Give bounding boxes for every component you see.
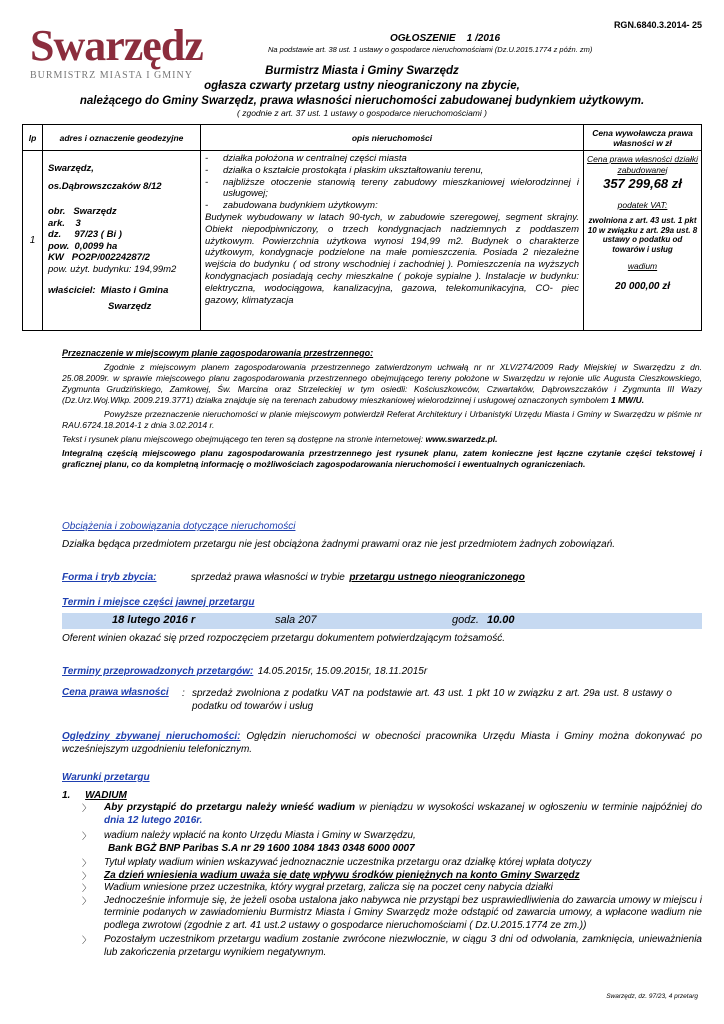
plan-section [62, 348, 702, 470]
announcement-number: OGŁOSZENIE 1 /2016 [390, 33, 501, 44]
price-cell [584, 151, 702, 331]
form-text: sprzedaż prawa własności w trybie [190, 572, 345, 583]
chevron-right-icon: 〉 [82, 803, 92, 813]
wadium-title-text: Tytuł wpłaty wadium winien wskazywać jednoznacznie uczestnika przetargu oraz działkę której wpłata dotyczy [104, 857, 592, 868]
wadium-requirement: Aby przystąpić do przetargu należy wnieść wadium [104, 802, 356, 813]
list-item [82, 857, 702, 870]
bank-account: Bank BGŻ BNP Paribas S.A nr 29 1600 1084 1843 0348 6000 0007 [108, 842, 415, 854]
plan-paragraph-3 [62, 434, 702, 445]
footer-note: Swarzędz, dz. 97/23, 4 przetarg [606, 993, 698, 1000]
chevron-right-icon: 〉 [82, 870, 92, 881]
area: pow. 0,0099 ha [48, 240, 118, 252]
owner-line-1: właściciel: Miasto i Gmina [48, 285, 169, 296]
address-cell [43, 151, 201, 331]
form-row [62, 567, 702, 585]
term-note: Oferent winien okazać się przed rozpoczęciem przetargu dokumentem potwierdzającym tożsamość. [62, 633, 505, 644]
land-register: KW PO2P/00224287/2 [48, 252, 150, 263]
term-time: 10.00 [487, 614, 515, 626]
wadium-return-text: Pozostałym uczestnikom przetargu wadium zostanie zwrócone niezwłocznie, w ciągu 3 dni od odwołania, zamknięcia, unieważnienia lub zakończenia przetargu wynikiem negatywnym. [104, 934, 702, 958]
property-table [22, 124, 702, 331]
header-price: Cena wywoławcza prawa własności w zł [584, 125, 702, 151]
conditions-item-title: WADIUM [85, 790, 127, 801]
street: os.Dąbrowszczaków 8/12 [48, 180, 162, 192]
conditions-item [62, 789, 127, 802]
sale-price-text: sprzedaż zwolniona z podatku VAT na podstawie art. 43 ust. 1 pkt 10 w związku z art. 29a ust. 8 ustawy o podatku od towarów i usług [192, 688, 672, 712]
wadium-label: wadium [627, 261, 658, 271]
burdens-text: Działka będąca przedmiotem przetargu nie jest obciążona żadnymi prawami oraz nie jest przedmiotem żadnych zobowiązań. [62, 539, 616, 550]
list-item: - działka położona w centralnej części miasta [205, 153, 579, 165]
logo-subtitle: BURMISTRZ MIASTA I GMINY [30, 70, 193, 81]
colon-separator: : [182, 688, 185, 699]
obr: obr. Swarzędz [48, 206, 117, 217]
header-lp: lp [23, 125, 43, 151]
row-number: 1 [23, 151, 43, 331]
list-item [82, 882, 702, 895]
list-item [82, 830, 702, 855]
form-mode: przetargu ustnego nieograniczonego [349, 572, 525, 583]
list-item: - najbliższe otoczenie stanowią tereny zabudowy mieszkaniowej wielorodzinnej i usługowej; [205, 177, 579, 201]
previous-title: Terminy przeprowadzonych przetargów: [62, 666, 254, 677]
sheet: ark. 3 [48, 217, 81, 229]
term-room: sala 207 [275, 614, 317, 626]
description-cell [201, 151, 584, 331]
wadium-list [82, 802, 702, 959]
term-date: 18 lutego 2016 r [112, 614, 196, 626]
plan-title: Przeznaczenie w miejscowym planie zagospodarowania przestrzennego: [62, 348, 374, 358]
heading-line-2: ogłasza czwarty przetarg ustny nieograniczony na zbycie, [204, 80, 520, 92]
list-item [82, 802, 702, 827]
wadium-date-rule: Za dzień wniesienia wadium uważa się datę wpływu środków pieniężnych na konto Gminy Swarzędz [104, 869, 580, 881]
wadium-deadline-date: dnia 12 lutego 2016r. [104, 814, 203, 826]
chevron-right-icon: 〉 [82, 895, 92, 906]
plan-site-text: Tekst i rysunek planu miejscowego obejmującego ten teren są dostępne na stronie internetowej: [62, 434, 424, 444]
heading-line-3: należącego do Gminy Swarzędz, prawa własności nieruchomości zabudowanej budynkiem użytkowym. [79, 95, 645, 107]
list-item [82, 895, 702, 933]
case-number: RGN.6840.3.2014- 25 [613, 20, 702, 30]
chevron-right-icon: 〉 [82, 831, 92, 841]
price-value: 357 299,68 zł [603, 176, 682, 191]
heading-note: ( zgodnie z art. 37 ust. 1 ustawy o gospodarce nieruchomościami ) [237, 108, 487, 118]
wadium-credit-text: Wadium wniesione przez uczestnika, który wygrał przetarg, zalicza się na poczet ceny nabycia działki [104, 882, 553, 893]
plan-symbol: 1 MW/U. [611, 395, 645, 405]
usable-area: pow. użyt. budynku: 194,99m2 [48, 263, 177, 275]
chevron-right-icon: 〉 [82, 858, 92, 868]
term-band [62, 613, 702, 629]
price-label: Cena prawa własności działki zabudowanej [586, 154, 699, 175]
plan-paragraph-1 [62, 362, 702, 406]
term-title: Termin i miejsce części jawnej przetargu [62, 597, 255, 608]
table-row [23, 151, 702, 331]
form-title: Forma i tryb zbycia: [62, 572, 157, 583]
wadium-value: 20 000,00 zł [614, 280, 671, 292]
chevron-right-icon: 〉 [82, 883, 92, 893]
header-description: opis nieruchomości [201, 125, 584, 151]
wadium-deadline-text: w pieniądzu w wysokości wskazanej w ogłoszeniu w terminie najpóźniej do [358, 802, 703, 813]
owner-line-2: Swarzędz [108, 300, 152, 312]
building-description: Budynek wybudowany w latach 90-tych, w zabudowie szeregowej, segment skrajny. Obiekt niepodpiwniczony, o trzech kondygnacjach nadziemnych z poddaszem użytkowym. Powierzchnia użytkowa wynosi 194,99 m2. Budynek o charakterze użytkowym, kondygnacje podzielone na małe pomieszczenia. Posiada 2 niezależne wejścia do budynku ( od strony wschodniej i zachodniej ). Pomieszczenia na wyższych kondygnacjach posiadają cechy mieszkalne ( pokoje sypialne ). Instalacje w budynku: elektryczna, wodociągowa, kanalizacyjna, gazowa, telekomunikacyjna, CO- piec gazowy, klimatyzacja [205, 211, 579, 306]
plan-text: Zgodnie z miejscowym planem zagospodarowania przestrzennego zatwierdzonym uchwałą nr nr XLV/274/2009 Rady Miejskiej w Swarzędzu z dn. 25.08.2009r. w sprawie miejscowego planu zagospodarowania przestrzennego obejmującego tereny położone w Swarzędzu w rejonie ulic Augusta Cieszkowskiego, Zygmunta Grudzińskiego, Zamkowej, Św. Marcina oraz Strzeleckiej w tym osiedli: Kościuszkowców, Czwartaków, Dąbrowszczaków i Zygmunta III Wazy (Dz.Urz.Woj.Wlkp. 2009.219.3771) działka znajduje się na terenach zabudowy mieszkaniowej wielorodzinnej i usługowej oznaczonych symbolem [62, 362, 702, 405]
plan-website-link[interactable]: www.swarzedz.pl. [425, 434, 498, 444]
list-item [82, 870, 702, 883]
inspection-text: Oględzin nieruchomości w obecności pracownika Urzędu Miasta i Gminy można dokonywać po wcześniejszym uzgodnieniu telefonicznym. [62, 731, 702, 755]
chevron-right-icon: 〉 [82, 935, 92, 945]
list-item: - zabudowana budynkiem użytkowym: [205, 200, 579, 212]
sale-price-title: Cena prawa własności [62, 687, 169, 698]
table-header-row [23, 125, 702, 151]
vat-value: zwolniona z art. 43 ust. 1 pkt 10 w związku z art. 29a ust. 8 ustawy o podatku od towarów i usług [587, 216, 698, 254]
inspection-row [62, 730, 702, 756]
vat-label: podatek VAT: [617, 199, 668, 210]
conditions-title: Warunki przetargu [62, 772, 150, 783]
heading-line-1: Burmistrz Miasta i Gminy Swarzędz [265, 65, 459, 77]
burdens-title: Obciążenia i zobowiązania dotyczące nieruchomości [62, 521, 296, 532]
list-item [82, 934, 702, 959]
previous-row [62, 661, 427, 679]
plan-paragraph-2: Powyższe przeznaczenie nieruchomości w planie miejscowym potwierdził Referat Architektury i Urbanistyki Urzędu Miasta i Gminy w Swarzędzu w piśmie nr RAU.6724.18.2014-1 z dnia 3.02.2014 r. [62, 409, 702, 430]
wadium-forfeit-text: Jednocześnie informuje się, że jeżeli osoba ustalona jako nabywca nie przystąpi bez usprawiedliwienia do zawarcia umowy w miejscu i terminie podanych w zawiadomieniu Burmistrz Miasta i Gminy Swarzędz może odstąpić od zawarcia umowy, a wpłacone wadium nie podlega zwrotowi (zgodnie z art. 41 ust.2 ustawy o gospodarce nieruchomościami ( Dz.U.2015.1774 ze zm.)) [104, 894, 702, 931]
previous-dates: 14.05.2015r, 15.09.2015r, 18.11.2015r [257, 666, 428, 677]
conditions-item-number: 1. [62, 790, 71, 801]
header-address: adres i oznaczenie geodezyjne [43, 125, 201, 151]
inspection-title: Oględziny zbywanej nieruchomości: [62, 731, 241, 742]
legal-basis: Na podstawie art. 38 ust. 1 ustawy o gospodarce nieruchomościami (Dz.U.2015.1774 z późn. zm) [268, 45, 593, 54]
parcel: dz. 97/23 ( Bi ) [48, 229, 122, 240]
list-item: - działka o kształcie prostokąta i płaskim ukształtowaniu terenu, [205, 165, 579, 177]
city: Swarzędz, [48, 163, 94, 174]
logo-wordmark: Swarzędz [30, 21, 203, 70]
term-time-label: godz. [452, 614, 479, 626]
plan-paragraph-4: Integralną częścią miejscowego planu zagospodarowania przestrzennego jest rysunek planu, zatem konieczne jest łączne czytanie części tekstowej i graficznej planu, co da kompletną informację o możliwościach zagospodarowania nieruchomości i ewentualnych ograniczeniach. [62, 448, 702, 469]
wadium-account-text: wadium należy wpłacić na konto Urzędu Miasta i Gminy w Swarzędzu, [104, 830, 416, 841]
